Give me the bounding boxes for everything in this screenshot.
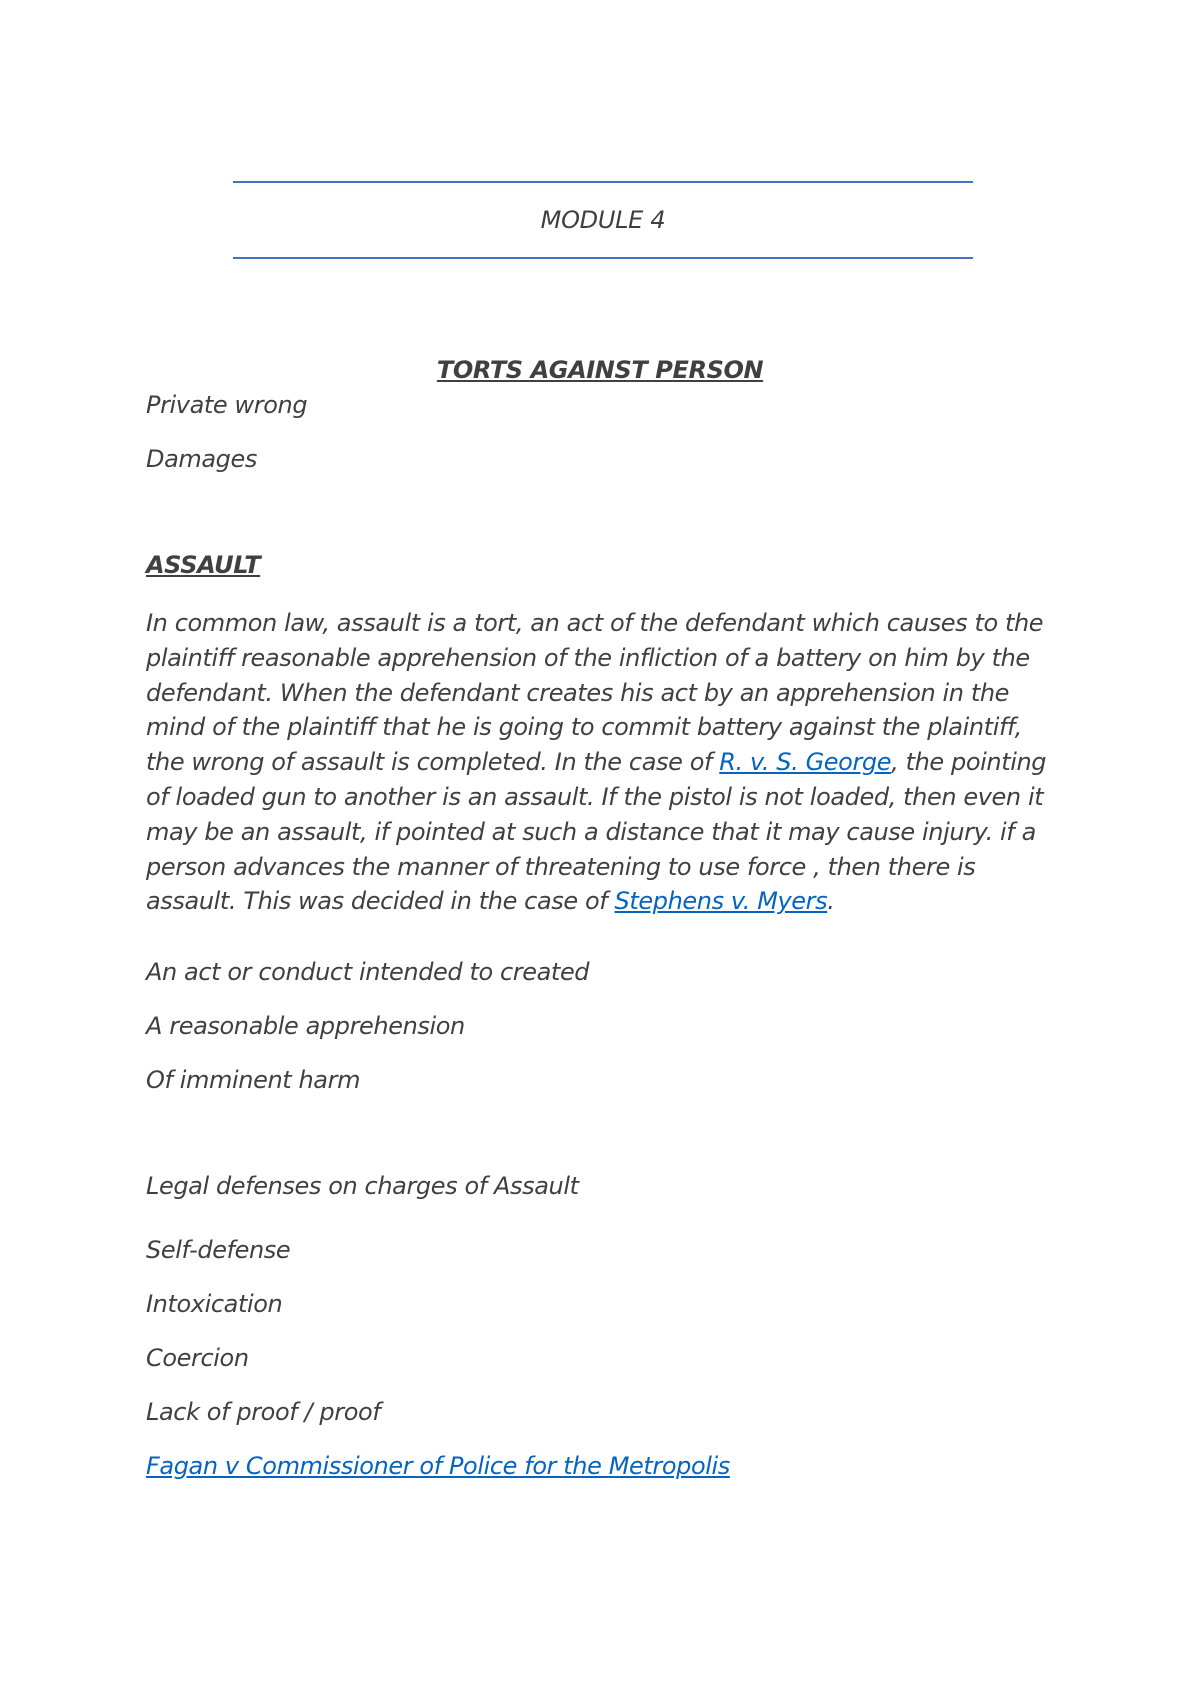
assault-paragraph-part2: , the pointing of loaded gun to another is an assault. If the pistol is not loaded, then even it may be an assault, if pointed at such a distance that it may cause injury. if a person advances the manner of threatening to use force , then there is assault. This was decided in the case of xyxy=(146,748,1047,916)
assault-heading: ASSAULT xyxy=(146,551,261,579)
defense-item-self-defense: Self-defense xyxy=(146,1236,291,1264)
case-link-r-v-s-george[interactable]: R. v. S. George xyxy=(719,748,892,777)
defense-item-lack-of-proof: Lack of proof / proof xyxy=(146,1398,381,1426)
assault-paragraph-part1: In common law, assault is a tort, an act of the defendant which causes to the plaintiff reasonable apprehension of the infliction of a battery on him by the defendant. When the defendant creates his act by an apprehension in the mind of the plaintiff that he is going to commit battery against the plaintiff, the wrong of assault is completed. In the case of xyxy=(146,609,1044,777)
section-title: TORTS AGAINST PERSON xyxy=(436,356,764,384)
defense-item-intoxication: Intoxication xyxy=(146,1290,283,1318)
element-item-imminent-harm: Of imminent harm xyxy=(146,1066,361,1094)
defenses-heading: Legal defenses on charges of Assault xyxy=(146,1172,579,1200)
element-item-act: An act or conduct intended to created xyxy=(146,958,590,986)
element-item-apprehension: A reasonable apprehension xyxy=(146,1012,465,1040)
case-link-fagan[interactable]: Fagan v Commissioner of Police for the Metropolis xyxy=(146,1452,730,1480)
assault-paragraph xyxy=(146,606,1066,919)
assault-paragraph-part3: . xyxy=(827,887,835,916)
defense-item-coercion: Coercion xyxy=(146,1344,249,1372)
header-bottom-rule xyxy=(233,257,973,259)
header-top-rule xyxy=(233,181,973,183)
module-title: MODULE 4 xyxy=(540,206,666,234)
case-link-stephens-v-myers[interactable]: Stephens v. Myers xyxy=(614,887,828,916)
intro-item-private-wrong: Private wrong xyxy=(146,391,308,419)
intro-item-damages: Damages xyxy=(146,445,257,473)
